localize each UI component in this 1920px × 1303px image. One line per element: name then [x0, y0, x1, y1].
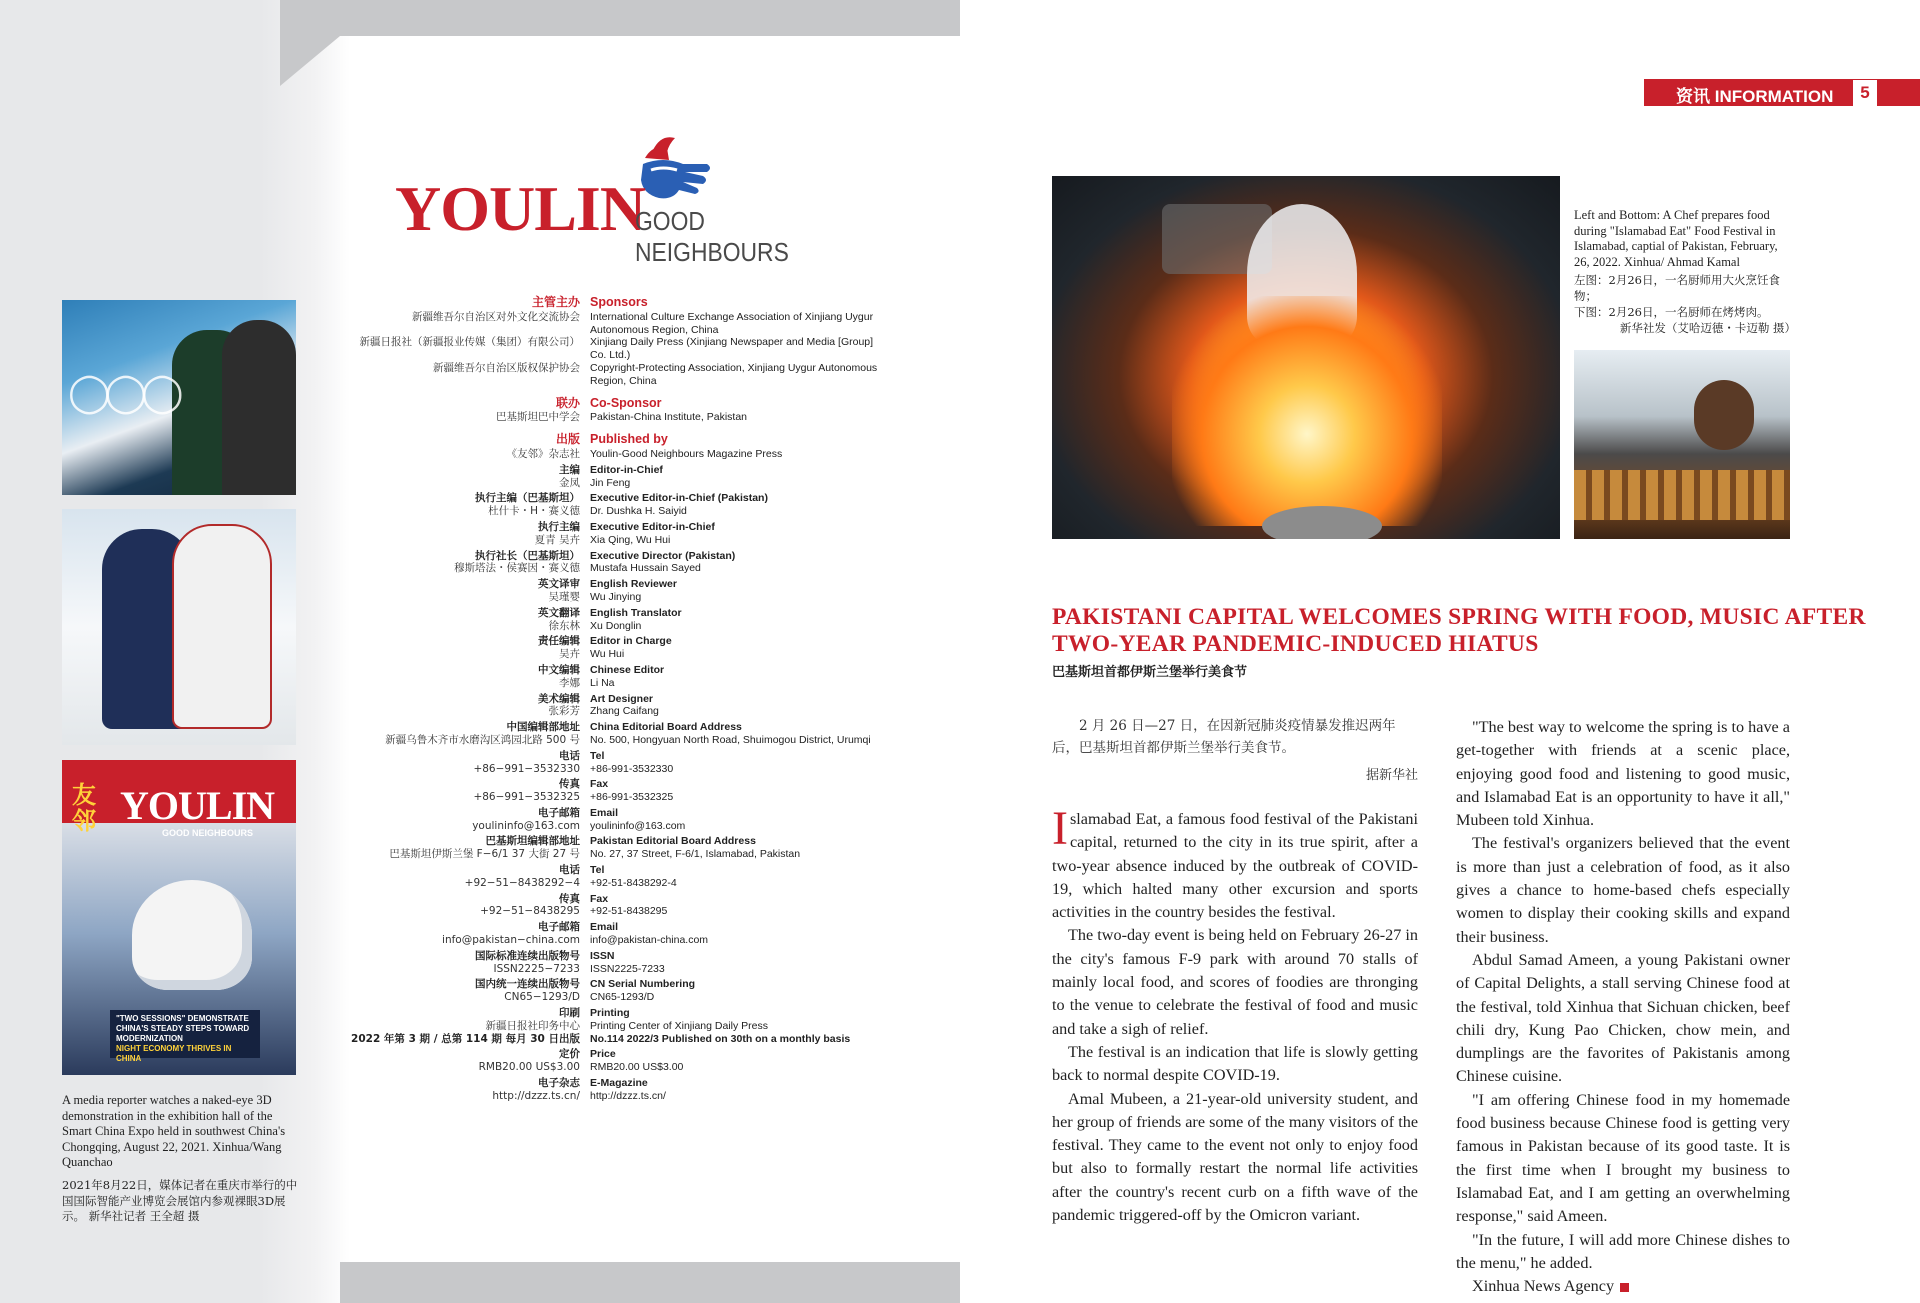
masthead-row	[340, 934, 900, 947]
article-paragraph: The festival is an indication that life is slowly getting back to normal despite COVID-19.	[1052, 1042, 1418, 1085]
masthead-en: Sponsors	[590, 295, 648, 309]
masthead-cn: 吴瑾婴	[548, 590, 580, 603]
masthead-cn: 《友邻》杂志社	[506, 447, 580, 460]
masthead-en: CN65-1293/D	[590, 991, 655, 1004]
youlin-logo	[395, 130, 865, 267]
page-number: 5	[1853, 80, 1877, 106]
cover-headline-1: "TWO SESSIONS" DEMONSTRATE CHINA'S STEADY STEPS TOWARD MODERNIZATION	[116, 1014, 250, 1043]
masthead-row	[340, 893, 900, 906]
masthead-row	[340, 607, 900, 620]
masthead-row	[340, 1090, 900, 1103]
masthead-cn: 巴基斯坦巴中学会	[496, 411, 580, 424]
masthead-en: Xia Qing, Wu Hui	[590, 533, 671, 546]
cover-headline-box	[110, 1010, 260, 1063]
masthead-row	[340, 848, 900, 861]
masthead-en: CN Serial Numbering	[590, 978, 696, 991]
masthead-en: Printing Center of Xinjiang Daily Press	[590, 1019, 768, 1032]
magazine-cover-thumbnail	[62, 760, 296, 1075]
article-paragraph: Islamabad Eat, a famous food festival of the Pakistani capital, returned to the city in its true spirit, after a two-year absence induced by the outbreak of COVID-19, which halted many other excursion and sports activities in the country besides the festival.	[1052, 802, 1418, 922]
masthead-row	[340, 505, 900, 518]
masthead-row	[340, 905, 900, 918]
masthead-row	[340, 648, 900, 661]
masthead-row	[340, 1020, 900, 1033]
masthead-row	[340, 820, 900, 833]
masthead-cn: 中文编辑	[538, 663, 580, 676]
masthead-en: Fax	[590, 778, 609, 791]
photo-caption-en: Left and Bottom: A Chef prepares food during "Islamabad Eat" Food Festival in Islamabad, captial of Pakistan, February, 26, 2022. Xinhua/ Ahmad Kamal	[1574, 208, 1778, 269]
masthead-cn: 传真	[559, 892, 580, 905]
masthead-cn: 主管主办	[531, 295, 580, 309]
masthead-cn: 执行社长（巴基斯坦）	[475, 549, 580, 562]
masthead-cn: 国内统一连续出版物号	[475, 978, 580, 991]
masthead-row	[340, 1077, 900, 1090]
masthead-cn: 电子杂志	[538, 1077, 580, 1090]
masthead-row	[340, 864, 900, 877]
olympic-hug-photo	[62, 509, 296, 745]
masthead-cn: 电子邮箱	[538, 806, 580, 819]
masthead-en: International Culture Exchange Association of Xinjiang Uygur Autonomous Region, China	[590, 310, 874, 336]
masthead-row	[340, 411, 900, 424]
masthead-cn: 电子邮箱	[538, 921, 580, 934]
masthead-row	[340, 550, 900, 563]
masthead-en: Executive Director (Pakistan)	[590, 549, 736, 562]
bottom-band	[340, 1262, 960, 1303]
masthead-cn: 新疆维吾尔自治区对外文化交流协会	[412, 310, 580, 323]
masthead-cn: 新疆乌鲁木齐市水磨沟区鸿园北路 500 号	[385, 733, 580, 746]
masthead-row	[340, 835, 900, 848]
masthead-cn: 巴基斯坦编辑部地址	[485, 835, 580, 848]
flame	[1172, 296, 1442, 526]
masthead	[340, 296, 900, 1103]
masthead-cn: 国际标准连续出版物号	[475, 949, 580, 962]
masthead-row	[340, 477, 900, 490]
masthead-row	[340, 620, 900, 633]
masthead-row	[340, 791, 900, 804]
photo-caption-cn	[1574, 272, 1796, 336]
olympic-skiers-photo	[62, 300, 296, 495]
cover-title: YOULIN	[120, 783, 275, 828]
athlete-figure-b	[172, 524, 272, 729]
right-page	[960, 0, 1920, 1303]
chef-flame-photo	[1052, 176, 1560, 539]
masthead-row	[340, 397, 900, 410]
masthead-en: +86-991-3532330	[590, 762, 674, 775]
masthead-row	[340, 534, 900, 547]
masthead-cn: +86−991−3532325	[473, 791, 580, 804]
masthead-row	[340, 750, 900, 763]
masthead-row	[340, 963, 900, 976]
masthead-en: +92-51-8438295	[590, 905, 668, 918]
masthead-row	[340, 1007, 900, 1020]
masthead-row	[340, 635, 900, 648]
masthead-en: China Editorial Board Address	[590, 721, 742, 734]
masthead-en: Pakistan-China Institute, Pakistan	[590, 411, 747, 424]
astronaut-image	[132, 880, 252, 990]
article-headline: PAKISTANI CAPITAL WELCOMES SPRING WITH FOOD, MUSIC AFTER TWO-YEAR PANDEMIC-INDUCED HIATUS	[1052, 604, 1866, 657]
masthead-en: Wu Hui	[590, 648, 625, 661]
article-paragraph: "The best way to welcome the spring is to have a get-together with friends at a scenic place, enjoying good food and listening to good music, and Islamabad Eat is an opportunity to have it all," Mubeen told Xinhua.	[1456, 718, 1790, 830]
masthead-en: Wu Jinying	[590, 590, 642, 603]
masthead-en: Li Na	[590, 676, 615, 689]
masthead-en: Editor in Charge	[590, 635, 672, 648]
masthead-row	[340, 1033, 900, 1046]
masthead-row	[340, 1061, 900, 1074]
top-band	[280, 0, 960, 36]
masthead-row	[340, 705, 900, 718]
olympic-rings-icon: ◯◯◯	[68, 370, 178, 414]
masthead-row	[340, 1048, 900, 1061]
masthead-en: Copyright-Protecting Association, Xinjiang Uygur Autonomous Region, China	[590, 361, 878, 387]
masthead-en: RMB20.00 US$3.00	[590, 1061, 684, 1074]
article-paragraph: Amal Mubeen, a 21-year-old university student, and her group of friends are some of the many visitors of the festival. They came to the event not only to enjoy food but also to formally restart the normal life activities after the country's recent curb on a fifth wave of the pandemic triggered-off by the Omicron variant.	[1052, 1089, 1418, 1225]
masthead-en: Co-Sponsor	[590, 395, 662, 410]
masthead-en: +92-51-8438292-4	[590, 876, 677, 889]
drop-cap: I	[1052, 802, 1068, 855]
masthead-cn: RMB20.00 US$3.00	[478, 1061, 580, 1074]
grilled-skewers	[1574, 470, 1790, 520]
end-square-icon	[1620, 1283, 1629, 1292]
masthead-cn: ISSN2225−7233	[493, 962, 580, 975]
masthead-row	[340, 763, 900, 776]
masthead-en: Fax	[590, 892, 609, 905]
cover-headline-2: NIGHT ECONOMY THRIVES IN CHINA	[116, 1044, 232, 1063]
masthead-en: youlininfo@163.com	[590, 819, 686, 832]
masthead-cn: 电话	[559, 864, 580, 877]
masthead-cn: 金凤	[559, 476, 580, 489]
masthead-en: Executive Editor-in-Chief	[590, 520, 715, 533]
masthead-en: Email	[590, 921, 619, 934]
masthead-cn: 出版	[555, 432, 580, 447]
article-headline-cn: 巴基斯坦首都伊斯兰堡举行美食节	[1052, 665, 1248, 680]
masthead-row	[340, 492, 900, 505]
masthead-row	[340, 362, 900, 388]
masthead-cn: 张彩芳	[548, 705, 580, 718]
cover-caption-en: A media reporter watches a naked-eye 3D demonstration in the exhibition hall of the Smart China Expo held in southwest China's Chongqing, August 22, 2021. Xinhua/Wang Quanchao	[62, 1093, 286, 1169]
masthead-row	[340, 562, 900, 575]
masthead-cn: 夏青 吴卉	[534, 533, 580, 546]
masthead-cn: youlininfo@163.com	[472, 819, 580, 832]
masthead-row	[340, 464, 900, 477]
masthead-row	[340, 721, 900, 734]
masthead-cn: +86−991−3532330	[473, 762, 580, 775]
masthead-en: Xinjiang Daily Press (Xinjiang Newspaper and Media [Group] Co. Ltd.)	[590, 336, 874, 362]
masthead-en: Published by	[590, 432, 668, 447]
masthead-row	[340, 578, 900, 591]
masthead-en: E-Magazine	[590, 1077, 648, 1090]
masthead-cn: 英文译审	[538, 578, 580, 591]
masthead-en: Tel	[590, 864, 605, 877]
masthead-cn: 执行主编	[538, 520, 580, 533]
article-column-1	[1052, 802, 1418, 1227]
masthead-en: Dr. Dushka H. Saiyid	[590, 505, 687, 518]
masthead-cn: 新疆维吾尔自治区版权保护协会	[433, 361, 580, 374]
cover-subtitle: GOOD NEIGHBOURS	[162, 828, 254, 838]
masthead-cn: http://dzzz.ts.cn/	[492, 1089, 580, 1102]
masthead-en: ISSN2225-7233	[590, 962, 665, 975]
masthead-row	[340, 448, 900, 461]
masthead-cn: 联办	[555, 395, 580, 410]
masthead-cn: 传真	[559, 778, 580, 791]
article-column-2	[1456, 716, 1790, 1298]
masthead-en: Price	[590, 1048, 616, 1061]
masthead-cn: 印刷	[559, 1007, 580, 1020]
masthead-cn: 主编	[559, 463, 580, 476]
article-signoff: Xinhua News Agency	[1456, 1275, 1790, 1298]
masthead-row	[340, 950, 900, 963]
masthead-row	[340, 433, 900, 446]
masthead-cn: 2022 年第 3 期 / 总第 114 期 每月 30 日出版	[351, 1032, 580, 1045]
masthead-cn: 杜什卡・H・赛义德	[488, 505, 580, 518]
masthead-row	[340, 311, 900, 337]
masthead-en: Pakistan Editorial Board Address	[590, 835, 756, 848]
article-paragraph: Abdul Samad Ameen, a young Pakistani owner of Capital Delights, a stall serving Chinese food at the festival, told Xinhua that Sichuan chicken, beef chili dry, Kung Pao Chicken, chow mein, and dumplings are the favorites of Pakistanis among Chinese cuisine.	[1456, 950, 1790, 1086]
masthead-cn: 中国编辑部地址	[506, 721, 580, 734]
masthead-en: info@pakistan-china.com	[590, 934, 709, 947]
photo-caption-cn-3: 新华社发（艾哈迈德・卡迈勒 摄）	[1619, 321, 1796, 335]
logo-title: YOULIN	[395, 173, 646, 244]
masthead-row	[340, 336, 900, 362]
masthead-row	[340, 521, 900, 534]
masthead-en: No.114 2022/3 Published on 30th on a monthly basis	[590, 1032, 851, 1045]
masthead-cn: 电话	[559, 749, 580, 762]
masthead-cn: 新疆日报社（新疆报业传媒（集团）有限公司）	[359, 336, 580, 349]
masthead-en: http://dzzz.ts.cn/	[590, 1089, 666, 1102]
masthead-row	[340, 991, 900, 1004]
photo-caption-cn-1: 左图：2月26日，一名厨师用大火烹饪食物；	[1574, 273, 1780, 303]
masthead-row	[340, 677, 900, 690]
masthead-cn: 执行主编（巴基斯坦）	[475, 492, 580, 505]
masthead-row	[340, 591, 900, 604]
masthead-row	[340, 296, 900, 309]
masthead-en: Jin Feng	[590, 476, 631, 489]
masthead-cn: CN65−1293/D	[504, 991, 580, 1004]
masthead-en: +86-991-3532325	[590, 791, 674, 804]
masthead-cn: 定价	[559, 1048, 580, 1061]
masthead-en: Tel	[590, 749, 605, 762]
masthead-en: No. 27, 37 Street, F-6/1, Islamabad, Pakistan	[590, 848, 801, 861]
cover-caption-cn: 2021年8月22日，媒体记者在重庆市举行的中国国际智能产业博览会展馆内参观裸眼3D展示。 新华社记者 王全超 摄	[62, 1178, 298, 1223]
masthead-en: Youlin-Good Neighbours Magazine Press	[590, 447, 783, 460]
wok	[1262, 506, 1382, 539]
top-band-corner	[280, 36, 340, 86]
masthead-cn: 吴卉	[559, 648, 580, 661]
masthead-cn: 英文翻译	[538, 606, 580, 619]
article-paragraph: "In the future, I will add more Chinese dishes to the menu," he added.	[1456, 1230, 1790, 1272]
masthead-en: Printing	[590, 1007, 630, 1020]
masthead-cn: 责任编辑	[538, 635, 580, 648]
masthead-en: Zhang Caifang	[590, 705, 659, 718]
masthead-cn: 巴基斯坦伊斯兰堡 F−6/1 37 大街 27 号	[389, 848, 580, 861]
masthead-row	[340, 807, 900, 820]
masthead-en: ISSN	[590, 949, 615, 962]
masthead-row	[340, 664, 900, 677]
masthead-en: English Translator	[590, 606, 682, 619]
masthead-cn: +92−51−8438292−4	[464, 876, 580, 889]
chef-hand	[1694, 380, 1754, 450]
masthead-row	[340, 734, 900, 747]
masthead-en: Editor-in-Chief	[590, 463, 663, 476]
masthead-cn: 穆斯塔法・侯赛因・赛义德	[454, 562, 580, 575]
article-paragraph: The two-day event is being held on February 26-27 in the city's famous F-9 park with around 70 stalls of mainly local food, and scores of foodies are thronging to the venue to celebrate the festival of food and music and take a sigh of relief.	[1052, 926, 1418, 1038]
lead-source: 据新华社	[1365, 768, 1418, 783]
grill-photo	[1574, 350, 1790, 539]
article-paragraph: "I am offering Chinese food in my homemade food business because Chinese food is getting very famous in Pakistan because of its good taste. It is the first time when I brought my business to Islamabad Eat, and I am getting an overwhelming response," said Ameen.	[1456, 1090, 1790, 1226]
masthead-en: No. 500, Hongyuan North Road, Shuimogou District, Urumqi	[590, 733, 871, 746]
cover-chinese-title: 友邻	[72, 780, 96, 835]
masthead-row	[340, 778, 900, 791]
masthead-cn: 李娜	[559, 676, 580, 689]
masthead-cn: 美术编辑	[538, 692, 580, 705]
photo-caption-cn-2: 下图：2月26日，一名厨师在烤烤肉。	[1574, 305, 1769, 319]
section-label: 资讯 INFORMATION	[1676, 87, 1834, 106]
masthead-cn: 新疆日报社印务中心	[485, 1019, 580, 1032]
masthead-en: Art Designer	[590, 692, 654, 705]
masthead-cn: +92−51−8438295	[480, 905, 580, 918]
masthead-row	[340, 693, 900, 706]
logo-subtitle: GOOD NEIGHBOURS	[635, 206, 789, 267]
article-paragraph: The festival's organizers believed that the event is more than just a celebration of food, as it also gives a chance to home-based chefs especially women to display their cooking skills and expand their business.	[1456, 834, 1790, 946]
masthead-en: Mustafa Hussain Sayed	[590, 562, 701, 575]
masthead-en: Xu Donglin	[590, 619, 642, 632]
masthead-cn: info@pakistan−china.com	[442, 934, 580, 947]
masthead-en: Email	[590, 806, 619, 819]
masthead-en: Executive Editor-in-Chief (Pakistan)	[590, 492, 768, 505]
masthead-row	[340, 921, 900, 934]
lead-paragraph-cn: 2 月 26 日—27 日，在因新冠肺炎疫情暴发推迟两年后，巴基斯坦首都伊斯兰堡举行美食节。	[1052, 718, 1396, 756]
masthead-cn: 徐东林	[548, 619, 580, 632]
masthead-en: English Reviewer	[590, 578, 677, 591]
skier-figure-b	[222, 320, 296, 495]
masthead-row	[340, 978, 900, 991]
masthead-en: Chinese Editor	[590, 663, 665, 676]
masthead-row	[340, 877, 900, 890]
